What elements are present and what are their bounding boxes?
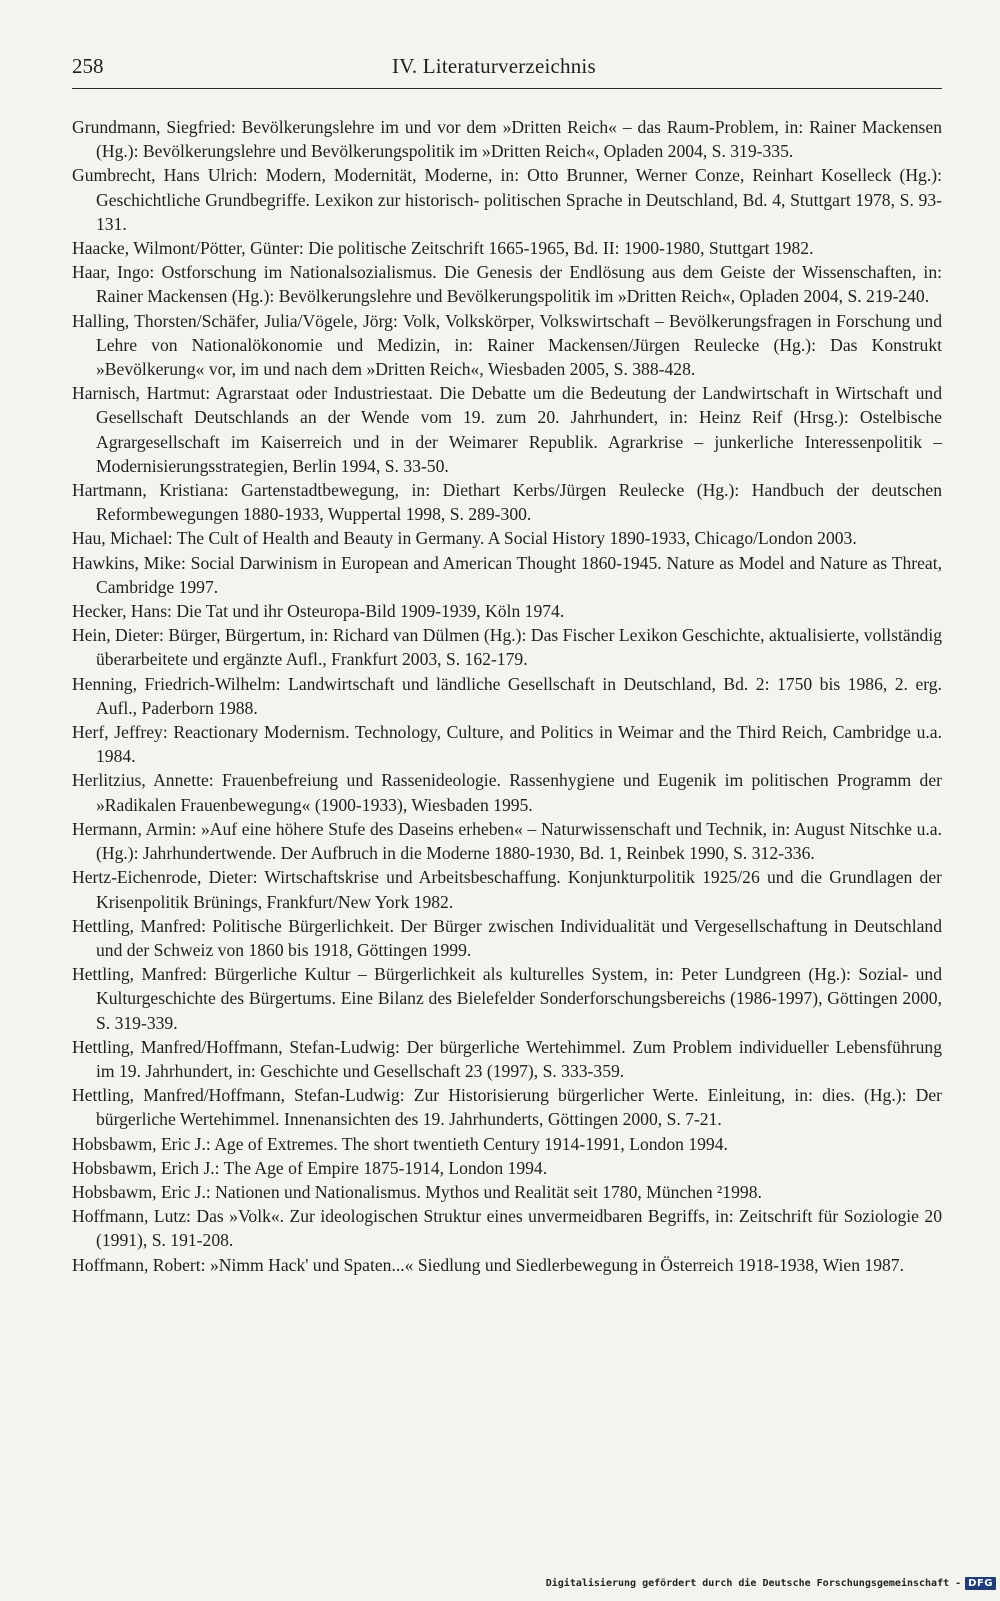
bibliography-entry: Hobsbawm, Erich J.: The Age of Empire 1875-1914, London 1994.	[72, 1157, 548, 1178]
digitization-footer	[546, 1574, 996, 1592]
footer-text: Digitalisierung gefördert durch die Deutsche Forschungsgemeinschaft -	[545, 1577, 962, 1589]
bibliography-entry: Hettling, Manfred/Hoffmann, Stefan-Ludwig: Zur Historisierung bürgerlicher Werte. Einleitung, in: dies. (Hg.): Der bürgerliche Wertehimmel. Innenansichten des 19. Jahrhunderts, Göttingen 2000, S. 7-21.	[72, 1085, 942, 1130]
running-title: IV. Literaturverzeichnis	[392, 54, 596, 78]
bibliography-entry: Harnisch, Hartmut: Agrarstaat oder Industriestaat. Die Debatte um die Bedeutung der Landwirtschaft in Wirtschaft und Gesellschaft Deutschlands an der Wende vom 19. zum 20. Jahrhundert, in: Heinz Reif (Hrsg.): Ostelbische Agrargesellschaft im Kaiserreich und in der Weimarer Republik. Agrarkrise – junkerliche Interessenpolitik – Modernisierungsstrategien, Berlin 1994, S. 33-50.	[72, 383, 942, 476]
bibliography-entry: Haar, Ingo: Ostforschung im Nationalsozialismus. Die Genesis der Endlösung aus dem Geiste der Wissenschaften, in: Rainer Mackensen (Hg.): Bevölkerungslehre und Bevölkerungspolitik im »Dritten Reich«, Opladen 2004, S. 219-240.	[72, 262, 942, 307]
bibliography-entry: Herf, Jeffrey: Reactionary Modernism. Technology, Culture, and Politics in Weimar and the Third Reich, Cambridge u.a. 1984.	[72, 722, 942, 767]
page-header	[72, 50, 942, 90]
bibliography-entry: Hettling, Manfred/Hoffmann, Stefan-Ludwig: Der bürgerliche Wertehimmel. Zum Problem individueller Lebensführung im 19. Jahrhundert, in: Geschichte und Gesellschaft 23 (1997), S. 333-359.	[72, 1036, 942, 1081]
bibliography-entry: Hoffmann, Robert: »Nimm Hack' und Spaten...« Siedlung und Siedlerbewegung in Österreich 1918-1938, Wien 1987.	[72, 1254, 905, 1275]
bibliography-entry: Hartmann, Kristiana: Gartenstadtbewegung, in: Diethart Kerbs/Jürgen Reulecke (Hg.): Handbuch der deutschen Reformbewegungen 1880-1933, Wuppertal 1998, S. 289-300.	[72, 480, 942, 525]
bibliography-entry: Herlitzius, Annette: Frauenbefreiung und Rassenideologie. Rassenhygiene und Eugenik im politischen Programm der »Radikalen Frauenbewegung« (1900-1933), Wiesbaden 1995.	[72, 770, 942, 815]
bibliography-entry: Grundmann, Siegfried: Bevölkerungslehre im und vor dem »Dritten Reich« – das Raum-Problem, in: Rainer Mackensen (Hg.): Bevölkerungslehre und Bevölkerungspolitik im »Dritten Reich«, Opladen 2004, S. 319-335.	[72, 117, 942, 162]
bibliography-entry: Hermann, Armin: »Auf eine höhere Stufe des Daseins erheben« – Naturwissenschaft und Technik, in: August Nitschke u.a. (Hg.): Jahrhundertwende. Der Aufbruch in die Moderne 1880-1930, Bd. 1, Reinbek 1990, S. 312-336.	[72, 818, 942, 864]
bibliography-entry: Hettling, Manfred: Bürgerliche Kultur – Bürgerlichkeit als kulturelles System, in: Peter Lundgreen (Hg.): Sozial- und Kulturgeschichte des Bürgertums. Eine Bilanz des Bielefelder Sonderforschungsbereichs (1986-1997), Göttingen 2000, S. 319-339.	[72, 964, 942, 1033]
bibliography-entry: Hawkins, Mike: Social Darwinism in European and American Thought 1860-1945. Nature as Model and Nature as Threat, Cambridge 1997.	[72, 552, 942, 597]
bibliography-entry: Halling, Thorsten/Schäfer, Julia/Vögele, Jörg: Volk, Volkskörper, Volkswirtschaft – Bevölkerungsfragen in Forschung und Lehre von Nationalökonomie und Medizin, in: Rainer Mackensen/Jürgen Reulecke (Hg.): Das Konstrukt »Bevölkerung« vor, im und nach dem »Dritten Reich«, Wiesbaden 2005, S. 388-428.	[72, 310, 942, 380]
dfg-logo-icon: DFG	[965, 1577, 996, 1590]
bibliography-list	[72, 115, 942, 1277]
bibliography-entry: Hau, Michael: The Cult of Health and Beauty in Germany. A Social History 1890-1933, Chicago/London 2003.	[72, 528, 857, 549]
bibliography-entry: Hobsbawm, Eric J.: Age of Extremes. The short twentieth Century 1914-1991, London 1994.	[72, 1133, 728, 1154]
bibliography-entry: Gumbrecht, Hans Ulrich: Modern, Modernität, Moderne, in: Otto Brunner, Werner Conze, Reinhart Koselleck (Hg.): Geschichtliche Grundbegriffe. Lexikon zur historisch- politischen Sprache in Deutschland, Bd. 4, Stuttgart 1978, S. 93-131.	[72, 165, 942, 234]
bibliography-entry: Hein, Dieter: Bürger, Bürgertum, in: Richard van Dülmen (Hg.): Das Fischer Lexikon Geschichte, aktualisierte, vollständig überarbeitete und ergänzte Aufl., Frankfurt 2003, S. 162-179.	[72, 625, 942, 670]
bibliography-entry: Hettling, Manfred: Politische Bürgerlichkeit. Der Bürger zwischen Individualität und Vergesellschaftung in Deutschland und der Schweiz von 1860 bis 1918, Göttingen 1999.	[72, 915, 942, 960]
bibliography-entry: Haacke, Wilmont/Pötter, Günter: Die politische Zeitschrift 1665-1965, Bd. II: 1900-1980, Stuttgart 1982.	[72, 238, 814, 259]
page-number: 258	[72, 54, 104, 78]
bibliography-entry: Hoffmann, Lutz: Das »Volk«. Zur ideologischen Struktur eines unvermeidbaren Begriffs, in: Zeitschrift für Soziologie 20 (1991), S. 191-208.	[72, 1206, 942, 1251]
bibliography-entry: Hecker, Hans: Die Tat und ihr Osteuropa-Bild 1909-1939, Köln 1974.	[72, 601, 565, 622]
header-rule	[72, 88, 942, 89]
bibliography-entry: Hobsbawm, Eric J.: Nationen und Nationalismus. Mythos und Realität seit 1780, München ²1998.	[72, 1181, 762, 1202]
bibliography-entry: Hertz-Eichenrode, Dieter: Wirtschaftskrise und Arbeitsbeschaffung. Konjunkturpolitik 1925/26 und die Grundlagen der Krisenpolitik Brünings, Frankfurt/New York 1982.	[72, 867, 942, 912]
bibliography-entry: Henning, Friedrich-Wilhelm: Landwirtschaft und ländliche Gesellschaft in Deutschland, Bd. 2: 1750 bis 1986, 2. erg. Aufl., Paderborn 1988.	[72, 673, 942, 718]
